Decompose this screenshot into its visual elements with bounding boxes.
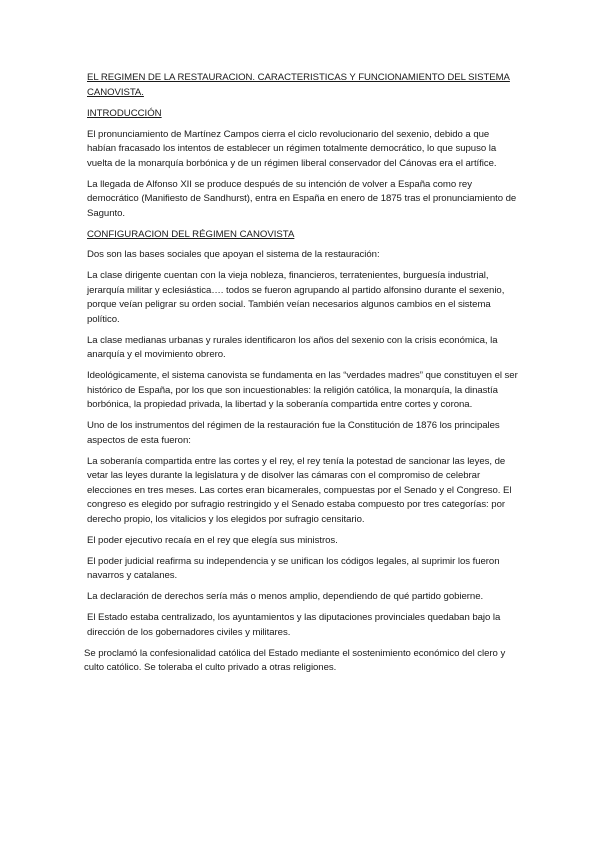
paragraph: La soberanía compartida entre las cortes y el rey, el rey tenía la potestad de sancionar las leyes, de vetar las leyes durante la legislatura y de disolver las cámaras con el compromiso de celebrar elecciones en tres meses. Las cortes eran bicamerales, compuestas por el Senado y el Congreso. El congreso es elegido por sufragio restringido y el Senado estaba compuesto por tres categorías: por derecho propio, los vitalicios y los elegidos por sufragio censitario. [87, 455, 512, 525]
paragraph: El pronunciamiento de Martínez Campos cierra el ciclo revolucionario del sexenio, debido a que habían fracasado los intentos de establecer un régimen totalmente democrático, lo que supuso la vuelta de la monarquía borbónica y de un régimen liberal conservador del Cánovas era el artífice. [87, 128, 497, 169]
section-heading-introduccion: INTRODUCCIÓN [87, 108, 162, 119]
paragraph: La declaración de derechos sería más o menos amplio, dependiendo de qué partido gobierne. [87, 591, 484, 602]
paragraph: El Estado estaba centralizado, los ayuntamientos y las diputaciones provinciales quedaban bajo la dirección de los gobernadores civiles y militares. [87, 612, 501, 638]
paragraph: Uno de los instrumentos del régimen de la restauración fue la Constitución de 1876 los principales aspectos de esta fueron: [87, 420, 500, 446]
paragraph: Se proclamó la confesionalidad católica del Estado mediante el sostenimiento económico del clero y culto católico. Se toleraba el culto privado a otras religiones. [84, 647, 506, 673]
paragraph: Dos son las bases sociales que apoyan el sistema de la restauración: [87, 249, 380, 260]
paragraph: Ideológicamente, el sistema canovista se fundamenta en las “verdades madres” que constituyen el ser histórico de España, por los que son incuestionables: la religión católica, la monarquía, la dinastía borbónica, la propiedad privada, la libertad y la soberanía compartida entre cortes y corona. [87, 370, 518, 410]
document-title: EL REGIMEN DE LA RESTAURACION. CARACTERISTICAS Y FUNCIONAMIENTO DEL SISTEMA CANOVISTA. [87, 72, 510, 98]
paragraph: El poder judicial reafirma su independencia y se unifican los códigos legales, al suprimir los fueron navarros y catalanes. [87, 555, 500, 581]
document-body [84, 71, 519, 682]
paragraph: La clase dirigente cuentan con la vieja nobleza, financieros, terratenientes, burguesía industrial, jerarquía militar y eclesiástica…. todos se fueron agrupando al partido alfonsino durante el sexenio, porque veían peligrar su orden social. También veían necesarios algunos cambios en el sistema político. [87, 270, 505, 325]
paragraph: El poder ejecutivo recaía en el rey que elegía sus ministros. [87, 534, 338, 546]
paragraph: La clase medianas urbanas y rurales identificaron los años del sexenio con la crisis económica, la anarquía y el movimiento obrero. [87, 334, 498, 360]
paragraph: La llegada de Alfonso XII se produce después de su intención de volver a España como rey democrático (Manifiesto de Sandhurst), entra en España en enero de 1875 tras el pronunciamiento de Sagunto. [87, 178, 517, 219]
section-heading-configuracion: CONFIGURACION DEL RÉGIMEN CANOVISTA [87, 228, 295, 240]
